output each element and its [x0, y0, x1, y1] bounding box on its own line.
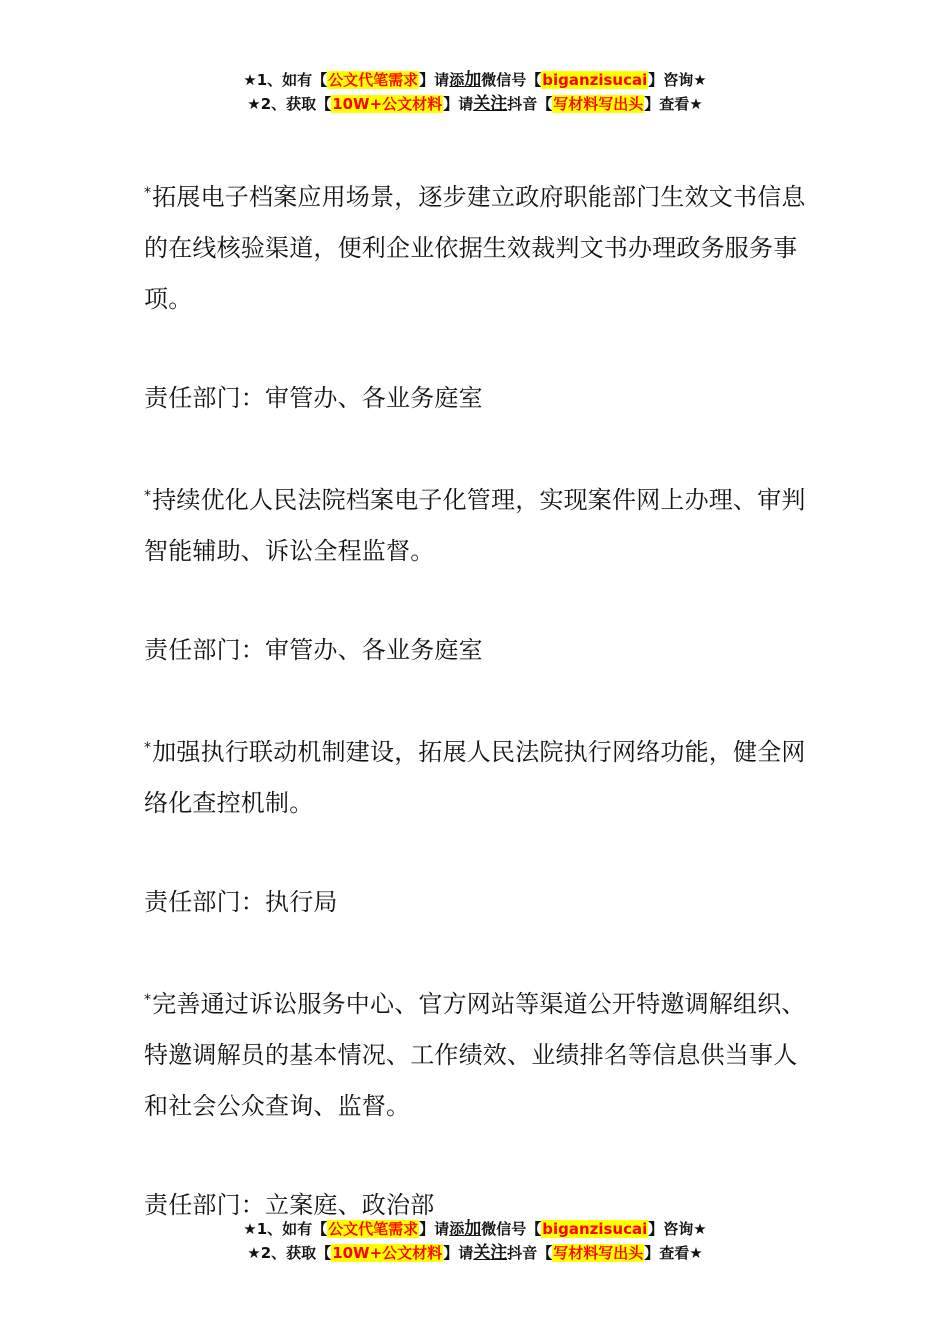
asterisk-marker: * [144, 740, 152, 756]
task-text-2: 持续优化人民法院档案电子化管理，实现案件网上办理、审判智能辅助、诉讼全程监督。 [144, 486, 806, 565]
task-paragraph-3 [144, 723, 809, 829]
banner-line-1-middle: 】请 [419, 71, 450, 89]
banner-line-2-middle: 】请 [443, 1244, 474, 1262]
banner-line-2-prefix: ★2、获取【 [247, 95, 332, 113]
banner-line-2-middle-2: 抖音【 [507, 1244, 553, 1262]
banner-line-1-prefix: ★1、如有【 [243, 1220, 328, 1238]
responsibility-4: 责任部门：立案庭、政治部 [144, 1191, 435, 1219]
banner-line-2-emphasis: 关注 [473, 94, 508, 114]
responsibility-3: 责任部门：执行局 [144, 888, 338, 916]
banner-line-1-middle-3: 微信号【 [481, 1220, 542, 1238]
asterisk-marker: * [144, 992, 152, 1008]
banner-line-1-highlight-wechat: biganzisucai [542, 1220, 648, 1238]
banner-line-2-highlight-douyin: 写材料写出头 [553, 95, 644, 113]
task-paragraph-4 [144, 975, 809, 1132]
banner-line-1-middle-3: 微信号【 [481, 71, 542, 89]
responsibility-1: 责任部门：审管办、各业务庭室 [144, 384, 483, 412]
task-paragraph-1 [144, 168, 809, 325]
banner-line-1-middle-2: 添 [449, 1220, 465, 1238]
document-body [144, 168, 809, 1278]
banner-line-1-prefix: ★1、如有【 [243, 71, 328, 89]
banner-line-1-highlight-wechat: biganzisucai [542, 71, 648, 89]
responsibility-2: 责任部门：审管办、各业务庭室 [144, 636, 483, 664]
banner-line-2-emphasis: 关注 [473, 1243, 508, 1263]
banner-line-1-highlight-service: 公文代笔需求 [328, 1220, 419, 1238]
banner-line-1-suffix: 】咨询★ [648, 71, 707, 89]
banner-line-1-emphasis: 加 [464, 1219, 482, 1239]
banner-line-1-middle-2: 添 [449, 71, 465, 89]
task-text-3: 加强执行联动机制建设，拓展人民法院执行网络功能，健全网络化查控机制。 [144, 738, 806, 817]
banner-line-2 [0, 92, 950, 116]
banner-line-2-prefix: ★2、获取【 [247, 1244, 332, 1262]
banner-line-2-highlight-materials: 10W+公文材料 [332, 1244, 443, 1262]
top-banner [0, 68, 950, 116]
banner-line-2-suffix: 】查看★ [644, 95, 703, 113]
task-paragraph-2 [144, 471, 809, 577]
banner-line-1 [0, 68, 950, 92]
banner-line-2-middle-2: 抖音【 [507, 95, 553, 113]
banner-line-2-highlight-materials: 10W+公文材料 [332, 95, 443, 113]
task-text-4: 完善通过诉讼服务中心、官方网站等渠道公开特邀调解组织、特邀调解员的基本情况、工作绩效、业绩排名等信息供当事人和社会公众查询、监督。 [144, 990, 806, 1120]
task-text-1: 拓展电子档案应用场景，逐步建立政府职能部门生效文书信息的在线核验渠道，便利企业依据生效裁判文书办理政务服务事项。 [144, 183, 806, 313]
asterisk-marker: * [144, 185, 152, 201]
banner-line-1-middle: 】请 [419, 1220, 450, 1238]
banner-line-2-middle: 】请 [443, 95, 474, 113]
banner-line-1-highlight-service: 公文代笔需求 [328, 71, 419, 89]
banner-line-2 [0, 1241, 950, 1265]
banner-line-1-emphasis: 加 [464, 70, 482, 90]
asterisk-marker: * [144, 488, 152, 504]
banner-line-1 [0, 1217, 950, 1241]
banner-line-1-suffix: 】咨询★ [648, 1220, 707, 1238]
banner-line-2-highlight-douyin: 写材料写出头 [553, 1244, 644, 1262]
bottom-banner [0, 1217, 950, 1265]
banner-line-2-suffix: 】查看★ [644, 1244, 703, 1262]
